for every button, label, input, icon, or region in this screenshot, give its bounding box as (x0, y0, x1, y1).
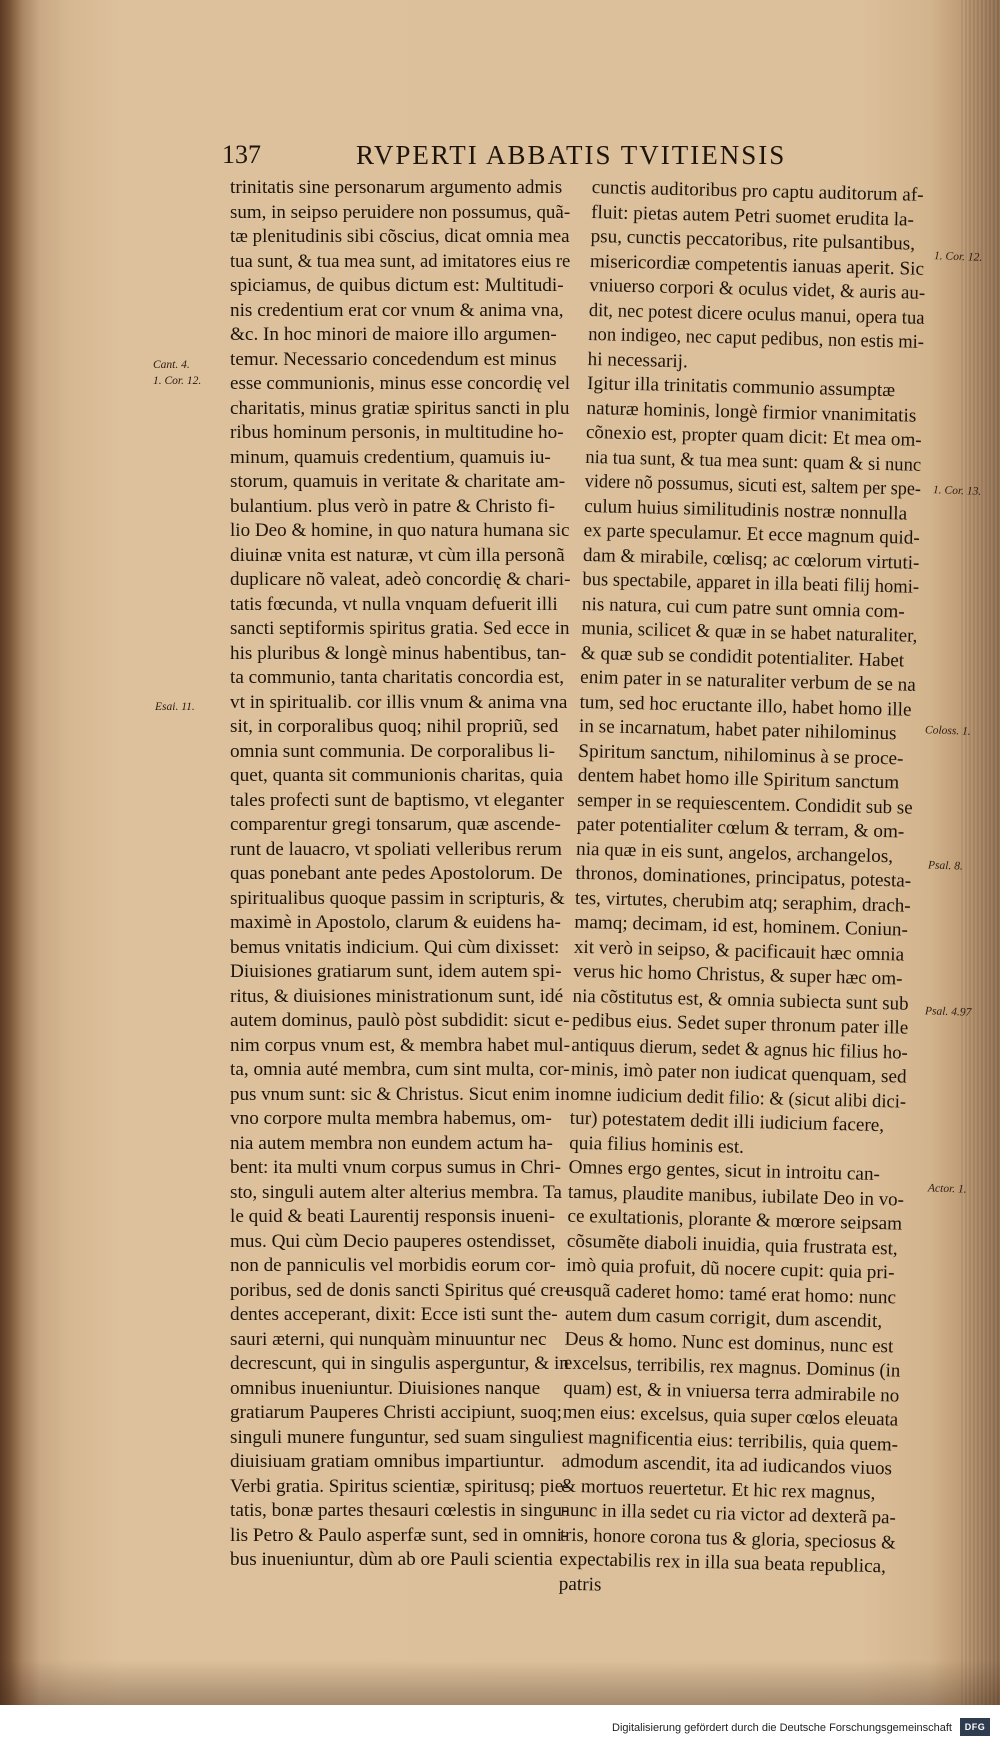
text-line: cõsumẽte diaboli inuidia, quia frustrata est, (566, 1230, 898, 1259)
text-line: munia, scilicet & quæ in se habet naturaliter, (581, 617, 918, 647)
text-line: Spiritum sanctum, nihilominus à se proce- (578, 740, 904, 769)
text-line: ta communio, tanta charitatis concordia est, (230, 667, 565, 688)
text-line: psu, cunctis peccatoribus, rite pulsantibus, (590, 225, 916, 255)
left-text-column (230, 176, 581, 1573)
text-line: bus inueniuntur, dùm ab ore Pauli scientia (230, 1549, 553, 1570)
margin-note-psal-2: Psal. 4.97 (924, 1005, 972, 1019)
text-line: sancti septiformis spiritus gratia. Sed ecce in (230, 618, 570, 639)
margin-note-actor: Actor. 1. (927, 1182, 967, 1196)
right-text-column (559, 176, 948, 1605)
text-line: pater potentialiter cœlum & terram, & om- (576, 813, 905, 843)
text-line: mamq; decimam, id est, hominem. Coniun- (574, 911, 909, 941)
text-line: &c. In hoc minori de maiore illo argumen- (230, 324, 557, 345)
text-line: quas ponebant ante pedes Apostolorum. De (230, 863, 563, 884)
text-line: in se incarnatum, habet pater nihilominus (578, 715, 897, 745)
text-line: esse communionis, minus esse concordię vel (230, 373, 571, 394)
text-line: sauri æterni, qui nunquàm minuuntur nec (230, 1328, 547, 1350)
text-line: cõnexio est, propter quam dicit: Et mea om- (585, 421, 922, 451)
text-line: omnibus inueniuntur. Diuisiones nanque (230, 1377, 541, 1399)
text-line: nia cõstitutus est, & omnia subiecta sunt sub (572, 985, 909, 1015)
text-line: tales profecti sunt de baptismo, vt eleganter (230, 789, 565, 811)
text-line: & mortuos reuertetur. Et hic rex magnus, (560, 1475, 876, 1504)
text-line: est magnificentia eius: terribilis, quia quem- (562, 1426, 899, 1456)
text-line: quam) est, & in vniuersa terra admirabile no (563, 1377, 900, 1407)
text-line: misericordiæ competentis ianuas aperit. Sic (589, 250, 925, 280)
text-line: tua sunt, & tua mea sunt, ad imitatores eius re (230, 250, 571, 272)
text-line: semper in se requiescentem. Condidit sub se (577, 789, 913, 819)
text-line: imò quia profuit, dũ nocere cupit: quia pri- (566, 1254, 895, 1284)
text-line: bent: ita multi vnum corpus sumus in Chri- (230, 1157, 561, 1178)
text-line: non indigeo, nec caput pedibus, non estis mi- (588, 323, 925, 353)
text-line: sit, in corporalibus quoq; nihil propriũ, sed (230, 716, 559, 737)
text-line: bemus vnitatis indicium. Qui cùm dixisset: (230, 936, 560, 958)
text-line: Omnes ergo gentes, sicut in introitu can- (568, 1156, 881, 1186)
text-line: maximè in Apostolo, clarum & euidens ha- (230, 912, 561, 933)
text-line: ce exultationis, plorante & mœrore seipsam (567, 1205, 903, 1235)
text-line: patris (558, 1573, 602, 1596)
text-line: spiciamus, de quibus dictum est: Multitudi- (230, 275, 564, 296)
text-line: diuinæ vnita est naturæ, vt cùm illa personã (230, 544, 565, 566)
text-line: his pluribus & longè minus habentibus, tan- (230, 642, 567, 664)
text-line: minum, quamuis credentium, quamuis iu- (230, 446, 551, 468)
running-title: RVPERTI ABBATIS TVITIENSIS (356, 140, 787, 170)
text-line: mus. Qui cùm Decio pauperes ostendisset, (230, 1230, 556, 1252)
text-line: excelsus, terribilis, rex magnus. Dominus (in (563, 1352, 901, 1382)
bottom-shadow (0, 1660, 1000, 1705)
dfg-logo: DFG (960, 1718, 990, 1736)
text-line: xit verò in seipso, & pacificauit hæc omnia (573, 936, 905, 966)
text-line: lio Deo & homine, in quo natura humana sic (230, 520, 570, 541)
text-line: non de panniculis vel morbidis eorum cor- (230, 1255, 556, 1276)
text-line: tris, honore corona tus & gloria, speciosus & (559, 1524, 896, 1554)
text-line: vniuerso corpori & oculus videt, & auris au- (589, 274, 926, 304)
text-line: dentem habet homo ille Spiritum sanctum (577, 764, 900, 794)
text-line: diuisiuam gratiam omnibus impartiuntur. (230, 1451, 545, 1472)
text-line: nia tua sunt, & tua mea sunt: quam & si nunc (585, 446, 922, 476)
text-line: tatis, bonæ partes thesauri cœlestis in singu- (230, 1500, 569, 1521)
text-line: decrescunt, qui in singulis asperguntur, & in (230, 1353, 569, 1374)
text-line: sum, in seipso peruidere non possumus, quã- (230, 201, 571, 223)
text-line: poribus, sed de donis sancti Spiritus qué cre- (230, 1279, 571, 1301)
text-line: Igitur illa trinitatis communio assumptæ (586, 372, 896, 402)
text-line: spiritualibus quoque passim in scripturis, & (230, 887, 565, 909)
text-line: fluit: pietas autem Petri suomet erudita la- (590, 201, 915, 231)
text-line: nim corpus vnum est, & membra habet mul- (230, 1034, 570, 1056)
margin-note-coloss: Coloss. 1. (924, 724, 971, 738)
margin-note-cor-right-2: 1. Cor. 13. (932, 484, 982, 498)
text-line: videre nõ possumus, sicuti est, saltem per spe- (584, 470, 922, 500)
text-line: Verbi gratia. Spiritus scientiæ, spiritusq; pie- (230, 1475, 570, 1497)
text-line: nis natura, cui cum patre sunt omnia com- (581, 593, 905, 622)
text-line: ritus, & diuisiones ministrationum sunt, idé (230, 985, 564, 1007)
text-line: tamus, plaudite manibus, iubilate Deo in vo- (567, 1181, 905, 1211)
text-line: ex parte speculamur. Et ecce magnum quid- (583, 519, 920, 549)
margin-note-cor-right-1: 1. Cor. 12. (933, 250, 983, 264)
text-line: gratiarum Pauperes Christi accipiunt, suoq; (230, 1402, 562, 1423)
text-line: bulantium. plus verò in patre & Christo fi- (230, 495, 556, 517)
text-line: tes, virtutes, cherubim atq; seraphim, drach- (574, 887, 911, 917)
text-line: quia filius hominis est. (568, 1132, 745, 1158)
margin-note-psal-1: Psal. 8. (927, 859, 964, 873)
text-line: comparentur gregi tonsarum, quæ ascende- (230, 814, 561, 835)
text-line: tæ plenitudinis sibi cõscius, dicat omnia mea (230, 226, 570, 247)
text-line: sto, singuli autem alter alterius membra. Ta (230, 1181, 562, 1203)
text-line: naturæ hominis, longè firmior vnanimitatis (586, 397, 917, 427)
text-line: usquã caderet homo: tamé erat homo: nunc (565, 1279, 897, 1308)
text-line: vt in spiritualib. cor illis vnum & anima vna (230, 691, 568, 713)
text-line: ta, omnia auté membra, cum sint multa, cor- (230, 1059, 570, 1080)
text-line: culum huius similitudinis nostræ nonnulla (583, 495, 908, 525)
text-line: antiquus dierum, sedet & agnus hic filius ho- (571, 1034, 909, 1064)
text-line: tatis fœcunda, vt nulla vnquam defuerit illi (230, 593, 558, 615)
text-line: autem dum casum corrigit, dum ascendit, (564, 1303, 883, 1333)
text-line: autem dominus, paulò pòst subdidit: sicut e- (230, 1010, 570, 1031)
text-line: temur. Necessario concedendum est minus (230, 348, 557, 370)
margin-note-cant: Cant. 4. (153, 359, 190, 371)
text-line: dentes acceperant, dixit: Ecce isti sunt the- (230, 1304, 558, 1325)
margin-note-esai: Esai. 11. (155, 701, 195, 713)
text-line: pedibus eius. Sedet super thronum pater ille (571, 1009, 909, 1039)
text-line: & quæ sub se condidit potentialiter. Habet (580, 642, 905, 671)
text-line: men eius: excelsus, quia super cœlos eleuata (562, 1401, 899, 1431)
text-line: trinitatis sine personarum argumento admis (230, 177, 563, 198)
text-line: vno corpore multa membra habemus, om- (230, 1108, 552, 1129)
text-line: hi necessarij. (587, 348, 689, 372)
text-line: le quid & beati Laurentij responsis inueni- (230, 1206, 556, 1227)
text-line: ribus hominum personis, in multitudine ho- (230, 422, 564, 443)
text-line: admodum ascendit, ita ad iudicandos viuos (561, 1450, 893, 1480)
text-line: tur) potestatem dedit illi iudicium facere, (569, 1107, 885, 1137)
margin-note-cor12: 1. Cor. 12. (153, 375, 202, 387)
text-line: thronos, dominationes, principatus, potesta- (575, 862, 912, 892)
text-line: nia autem membra non eundem actum ha- (230, 1132, 553, 1154)
text-line: cunctis auditoribus pro captu auditorum af- (591, 176, 924, 206)
text-line: lis Petro & Paulo asperfæ sunt, sed in omni- (230, 1524, 569, 1546)
text-line: dam & mirabile, cœlisq; ac cœlorum virtuti- (582, 544, 920, 574)
text-line: dit, nec potest dicere oculus manui, opera tua (588, 299, 925, 329)
text-line: bus spectabile, apparet in illa beati filij homi- (582, 568, 920, 598)
text-line: enim pater in se naturaliter verbum de se na (579, 666, 916, 696)
footer-credit: Digitalisierung gefördert durch die Deutsche Forschungsgemeinschaft (612, 1722, 952, 1734)
text-line: runt de lauacro, vt spoliati velleribus rerum (230, 838, 562, 860)
text-line: nis credentium erat cor vnum & anima vna, (230, 299, 564, 321)
page-number: 137 (222, 140, 261, 169)
text-line: minis, imò pater non iudicat quenquam, sed (570, 1058, 907, 1088)
text-line: charitatis, minus gratiæ spiritus sancti in plu (230, 397, 570, 419)
text-line: verus hic homo Christus, & super hæc om- (573, 960, 903, 990)
text-line: tum, sed hoc eructante illo, habet homo ille (579, 691, 912, 721)
text-line: expectabilis rex in illa sua beata republica, (559, 1548, 887, 1578)
text-line: singuli munere funguntur, sed suam singuli (230, 1426, 562, 1448)
text-line: duplicare nõ valeat, adeò concordię & chari- (230, 569, 571, 590)
text-line: storum, quamuis in veritate & charitate am- (230, 471, 566, 492)
text-line: Deus & homo. Nunc est dominus, nunc est (564, 1328, 894, 1357)
text-line: Diuisiones gratiarum sunt, idem autem spi- (230, 961, 562, 982)
text-line: nia quæ in eis sunt, angelos, archangelos, (575, 838, 894, 867)
text-line: omnia sunt communia. De corporalibus li- (230, 740, 556, 762)
text-line: nunc in illa sedet cu ria victor ad dexterã pa- (560, 1499, 897, 1529)
text-line: pus vnum sunt: sic & Christus. Sicut enim in (230, 1083, 570, 1105)
text-line: omne iudicium dedit filio: & (sicut alibi dici- (570, 1083, 907, 1113)
text-line: quet, quanta sit communionis charitas, quia (230, 765, 564, 786)
